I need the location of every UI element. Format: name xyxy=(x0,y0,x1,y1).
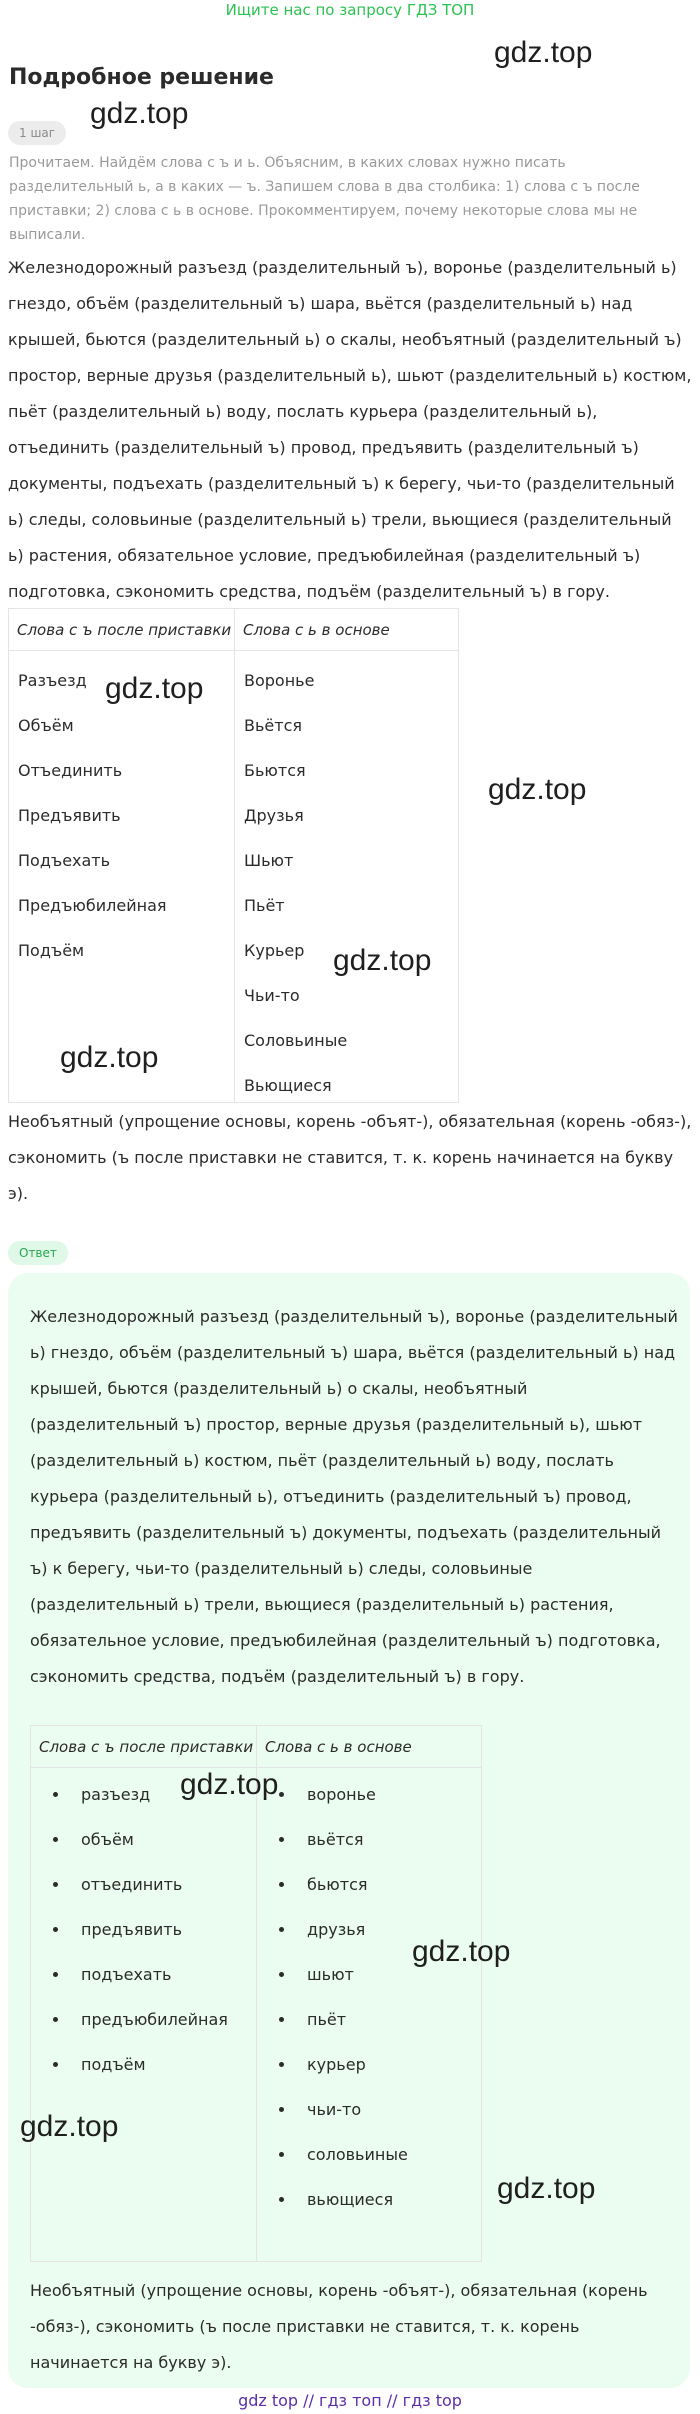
table-header-root-words: Слова с ь в основе xyxy=(243,621,390,639)
list-item: пьёт xyxy=(279,1997,481,2042)
footer-links xyxy=(0,2389,700,2414)
list-item: друзья xyxy=(279,1907,481,1952)
list-item: Чьи-то xyxy=(244,986,300,1005)
answer-table xyxy=(30,1725,482,2262)
footer-separator: // xyxy=(303,2391,314,2410)
list-item: Воронье xyxy=(244,671,315,690)
list-item: объём xyxy=(53,1817,256,1862)
table-body-row xyxy=(9,651,458,1102)
watermark: gdz.top xyxy=(494,36,593,69)
list-item: Вьётся xyxy=(244,716,302,735)
list-item: Вьющиеся xyxy=(244,1076,332,1095)
table-header-root-words: Слова с ь в основе xyxy=(265,1738,412,1756)
list-item: предъюбилейная xyxy=(53,1997,256,2042)
answer-box xyxy=(8,1273,690,2388)
table-column-root-words xyxy=(257,1768,481,2261)
list-item: Пьёт xyxy=(244,896,285,915)
watermark: gdz.top xyxy=(497,2172,596,2205)
solution-table xyxy=(8,608,459,1103)
watermark: gdz.top xyxy=(333,944,432,977)
list-item: предъявить xyxy=(53,1907,256,1952)
list-item: вьющиеся xyxy=(279,2177,481,2222)
footer-separator: // xyxy=(386,2391,398,2410)
table-body-row xyxy=(31,1768,481,2261)
list-item: шьют xyxy=(279,1952,481,1997)
page-title: Подробное решение xyxy=(9,65,274,90)
list-item: подъехать xyxy=(53,1952,256,1997)
list-item: отъединить xyxy=(53,1862,256,1907)
list-item: Бьются xyxy=(244,761,306,780)
list-item: соловьиные xyxy=(279,2132,481,2177)
list-item: курьер xyxy=(279,2042,481,2087)
closing-text: Необъятный (упрощение основы, корень -объят-), обязательная (корень -обяз-), сэкономить (ъ после приставки не ставится, т. к. корень начинается на букву э). xyxy=(8,1112,692,1203)
list-item: вьётся xyxy=(279,1817,481,1862)
watermark: gdz.top xyxy=(90,97,189,130)
step-badge: 1 шаг xyxy=(8,121,66,145)
footer-link[interactable]: гдз топ xyxy=(319,2391,382,2410)
answer-badge: Ответ xyxy=(8,1241,68,1265)
instruction-note: Прочитаем. Найдём слова с ъ и ь. Объясним, в каких словах нужно писать разделительный ь, а в каких — ъ. Запишем слова в два столбика: 1) слова с ъ после приставки; 2) слова с ь в основе. Прокомментируем, почему некоторые слова мы не выписали. xyxy=(9,155,640,243)
answer-text: Железнодорожный разъезд (разделительный ъ), воронье (разделительный ь) гнездо, объём (разделительный ъ) шара, вьётся (разделительный ь) над крышей, бьются (разделительный ь) о скалы, необъятный (разделительный ъ) простор, верные друзья (разделительный ь), шьют (разделительный ь) костюм, пьёт (разделительный ь) воду, послать курьера (разделительный ь), отъединить (разделительный ъ) провод, предъявить (разделительный ъ) документы, подъехать (разделительный ъ) к берегу, чьи-то (разделительный ь) следы, соловьиные (разделительный ь) трели, вьющиеся (разделительный ь) растения, обязательное условие, предъюбилейная (разделительный ъ) подготовка, сэкономить средства, подъём (разделительный ъ) в гору. xyxy=(30,1307,678,1686)
list-item: разъезд xyxy=(53,1772,256,1817)
answer-closing-text: Необъятный (упрощение основы, корень -объят-), обязательная (корень -обяз-), сэкономить (ъ после приставки не ставится, т. к. корень начинается на букву э). xyxy=(30,2281,648,2372)
footer-link[interactable]: gdz top xyxy=(238,2391,299,2410)
list-item: чьи-то xyxy=(279,2087,481,2132)
table-column-prefix-words xyxy=(31,1768,257,2261)
list-item: Объём xyxy=(18,716,74,735)
list-item: воронье xyxy=(279,1772,481,1817)
list-item: Соловьиные xyxy=(244,1031,348,1050)
list-item: Друзья xyxy=(244,806,304,825)
table-header-row xyxy=(9,609,458,651)
list-item: бьются xyxy=(279,1862,481,1907)
list-item: Шьют xyxy=(244,851,294,870)
list-item: Отъединить xyxy=(18,761,123,780)
search-banner-link[interactable]: Ищите нас по запросу ГДЗ ТОП xyxy=(225,1,475,19)
list-item: Подъехать xyxy=(18,851,111,870)
list-item: Подъём xyxy=(18,941,85,960)
list-item: Предъюбилейная xyxy=(18,896,167,915)
solution-text: Железнодорожный разъезд (разделительный ъ), воронье (разделительный ь) гнездо, объём (разделительный ъ) шара, вьётся (разделительный ь) над крышей, бьются (разделительный ь) о скалы, необъятный (разделительный ъ) простор, верные друзья (разделительный ь), шьют (разделительный ь) костюм, пьёт (разделительный ь) воду, послать курьера (разделительный ь), отъединить (разделительный ъ) провод, предъявить (разделительный ъ) документы, подъехать (разделительный ъ) к берегу, чьи-то (разделительный ь) следы, соловьиные (разделительный ь) трели, вьющиеся (разделительный ь) растения, обязательное условие, предъюбилейная (разделительный ъ) подготовка, сэкономить средства, подъём (разделительный ъ) в гору. xyxy=(8,258,692,601)
table-header-prefix-words: Слова с ъ после приставки xyxy=(31,1726,257,1767)
watermark: gdz.top xyxy=(180,1768,279,1801)
list-item: Разъезд xyxy=(18,671,87,690)
table-column-prefix-words xyxy=(9,651,235,1102)
table-column-root-words xyxy=(235,651,458,1102)
list-item: Курьер xyxy=(244,941,305,960)
footer-link[interactable]: гдз top xyxy=(402,2391,462,2410)
watermark: gdz.top xyxy=(20,2110,119,2143)
watermark: gdz.top xyxy=(60,1041,159,1074)
table-header-prefix-words: Слова с ъ после приставки xyxy=(9,609,235,650)
list-item: подъём xyxy=(53,2042,256,2087)
watermark: gdz.top xyxy=(412,1935,511,1968)
list-item: Предъявить xyxy=(18,806,121,825)
watermark: gdz.top xyxy=(488,773,587,806)
watermark: gdz.top xyxy=(105,672,204,705)
table-header-row xyxy=(31,1726,481,1768)
